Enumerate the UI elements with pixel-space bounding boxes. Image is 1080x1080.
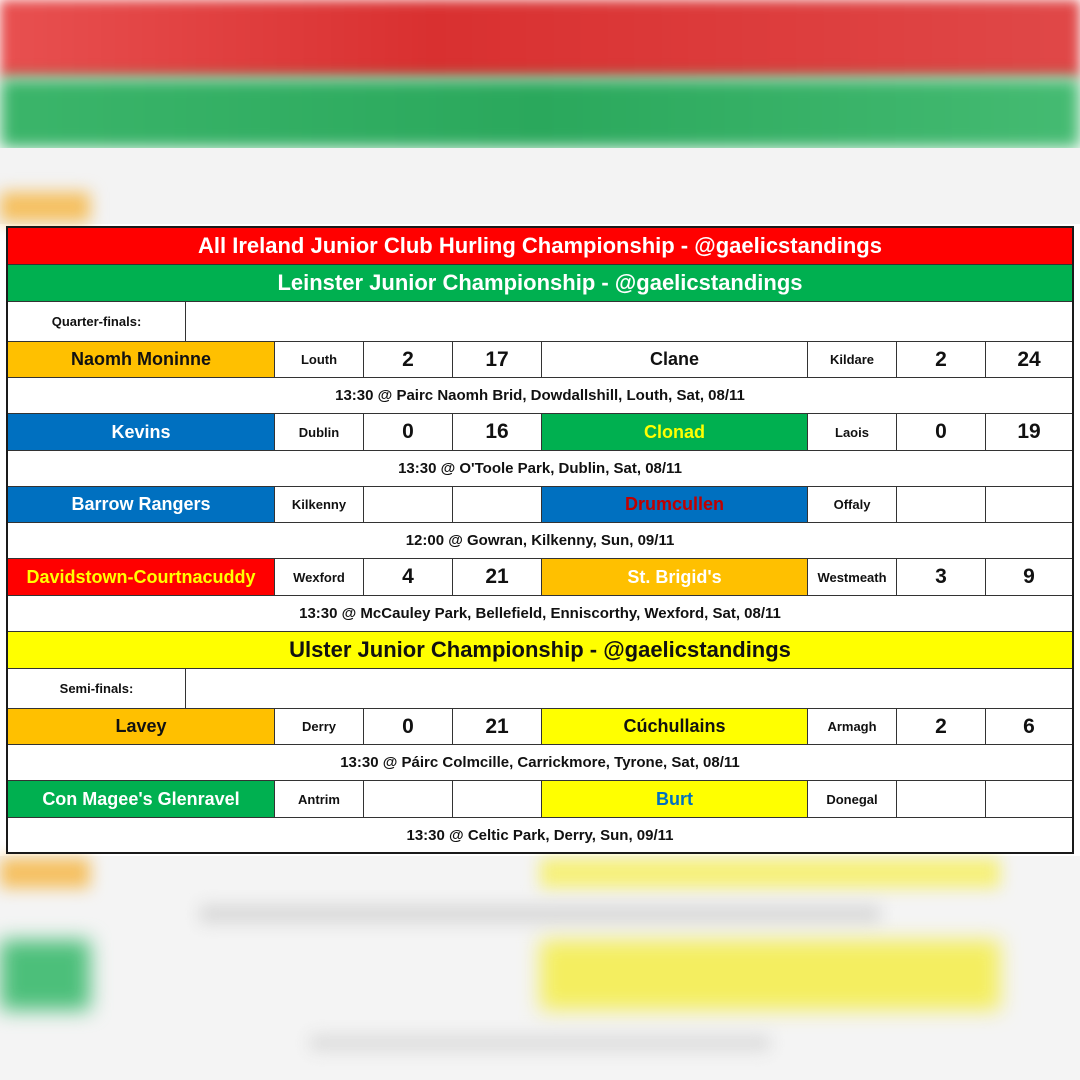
home-county: Derry xyxy=(275,709,364,745)
venue-row xyxy=(8,378,1072,414)
home-points: 21 xyxy=(453,559,542,596)
home-team: Davidstown-Courtnacuddy xyxy=(8,559,275,596)
background-blur-yellow-2 xyxy=(540,940,1000,1010)
away-points: 19 xyxy=(986,414,1072,451)
home-team: Kevins xyxy=(8,414,275,451)
section-heading-row xyxy=(8,265,1072,302)
stage-label: Quarter-finals: xyxy=(8,302,186,342)
stage-row xyxy=(8,669,1072,709)
home-points: 16 xyxy=(453,414,542,451)
away-county: Laois xyxy=(808,414,897,451)
home-team: Lavey xyxy=(8,709,275,745)
match-row xyxy=(8,342,1072,378)
home-goals: 2 xyxy=(364,342,453,378)
background-blur-orange xyxy=(0,192,90,222)
home-county: Dublin xyxy=(275,414,364,451)
away-county: Kildare xyxy=(808,342,897,378)
stage-row xyxy=(8,302,1072,342)
match-row xyxy=(8,414,1072,451)
venue-row xyxy=(8,451,1072,487)
away-county: Offaly xyxy=(808,487,897,523)
background-blur-line-2 xyxy=(310,1035,770,1051)
away-points xyxy=(986,487,1072,523)
stage-blank xyxy=(186,302,1072,342)
section-heading-row xyxy=(8,632,1072,669)
away-goals: 2 xyxy=(897,342,986,378)
away-points: 6 xyxy=(986,709,1072,745)
away-county: Donegal xyxy=(808,781,897,818)
home-team: Naomh Moninne xyxy=(8,342,275,378)
home-points: 17 xyxy=(453,342,542,378)
venue-row xyxy=(8,523,1072,559)
background-blur-top-white xyxy=(0,148,1080,224)
match-row xyxy=(8,487,1072,523)
page-title: All Ireland Junior Club Hurling Championship - @gaelicstandings xyxy=(8,228,1072,265)
title-row xyxy=(8,228,1072,265)
home-points xyxy=(453,781,542,818)
away-goals: 0 xyxy=(897,414,986,451)
venue-info: 12:00 @ Gowran, Kilkenny, Sun, 09/11 xyxy=(8,523,1072,559)
away-points xyxy=(986,781,1072,818)
section-heading: Ulster Junior Championship - @gaelicstandings xyxy=(8,632,1072,669)
background-blur-orange-2 xyxy=(0,858,90,888)
home-goals xyxy=(364,487,453,523)
background-blur-yellow-1 xyxy=(540,858,1000,888)
away-team: Burt xyxy=(542,781,808,818)
match-row xyxy=(8,709,1072,745)
venue-info: 13:30 @ McCauley Park, Bellefield, Enniscorthy, Wexford, Sat, 08/11 xyxy=(8,596,1072,632)
venue-info: 13:30 @ Páirc Colmcille, Carrickmore, Tyrone, Sat, 08/11 xyxy=(8,745,1072,781)
fixtures-table xyxy=(6,226,1074,854)
background-blur-line xyxy=(200,905,880,923)
away-team: St. Brigid's xyxy=(542,559,808,596)
match-row xyxy=(8,559,1072,596)
home-goals: 0 xyxy=(364,709,453,745)
away-goals: 2 xyxy=(897,709,986,745)
stage-label: Semi-finals: xyxy=(8,669,186,709)
section-heading: Leinster Junior Championship - @gaelicstandings xyxy=(8,265,1072,302)
home-points: 21 xyxy=(453,709,542,745)
away-team: Drumcullen xyxy=(542,487,808,523)
away-goals xyxy=(897,781,986,818)
away-points: 24 xyxy=(986,342,1072,378)
away-team: Cúchullains xyxy=(542,709,808,745)
venue-info: 13:30 @ O'Toole Park, Dublin, Sat, 08/11 xyxy=(8,451,1072,487)
background-blur-top-green xyxy=(0,78,1080,148)
home-county: Louth xyxy=(275,342,364,378)
home-team: Barrow Rangers xyxy=(8,487,275,523)
venue-info: 13:30 @ Celtic Park, Derry, Sun, 09/11 xyxy=(406,826,674,844)
away-points: 9 xyxy=(986,559,1072,596)
away-goals xyxy=(897,487,986,523)
venue-row xyxy=(8,818,1072,852)
home-county: Wexford xyxy=(275,559,364,596)
venue-row xyxy=(8,745,1072,781)
home-goals xyxy=(364,781,453,818)
home-county: Kilkenny xyxy=(275,487,364,523)
home-team: Con Magee's Glenravel xyxy=(8,781,275,818)
away-goals: 3 xyxy=(897,559,986,596)
home-county: Antrim xyxy=(275,781,364,818)
home-goals: 0 xyxy=(364,414,453,451)
stage-blank xyxy=(186,669,1072,709)
away-county: Armagh xyxy=(808,709,897,745)
background-blur-top-red xyxy=(0,0,1080,78)
venue-row xyxy=(8,596,1072,632)
background-blur-green-2 xyxy=(0,940,90,1010)
away-county: Westmeath xyxy=(808,559,897,596)
match-row xyxy=(8,781,1072,818)
home-points xyxy=(453,487,542,523)
venue-info: 13:30 @ Pairc Naomh Brid, Dowdallshill, Louth, Sat, 08/11 xyxy=(8,378,1072,414)
home-goals: 4 xyxy=(364,559,453,596)
away-team: Clonad xyxy=(542,414,808,451)
away-team: Clane xyxy=(542,342,808,378)
